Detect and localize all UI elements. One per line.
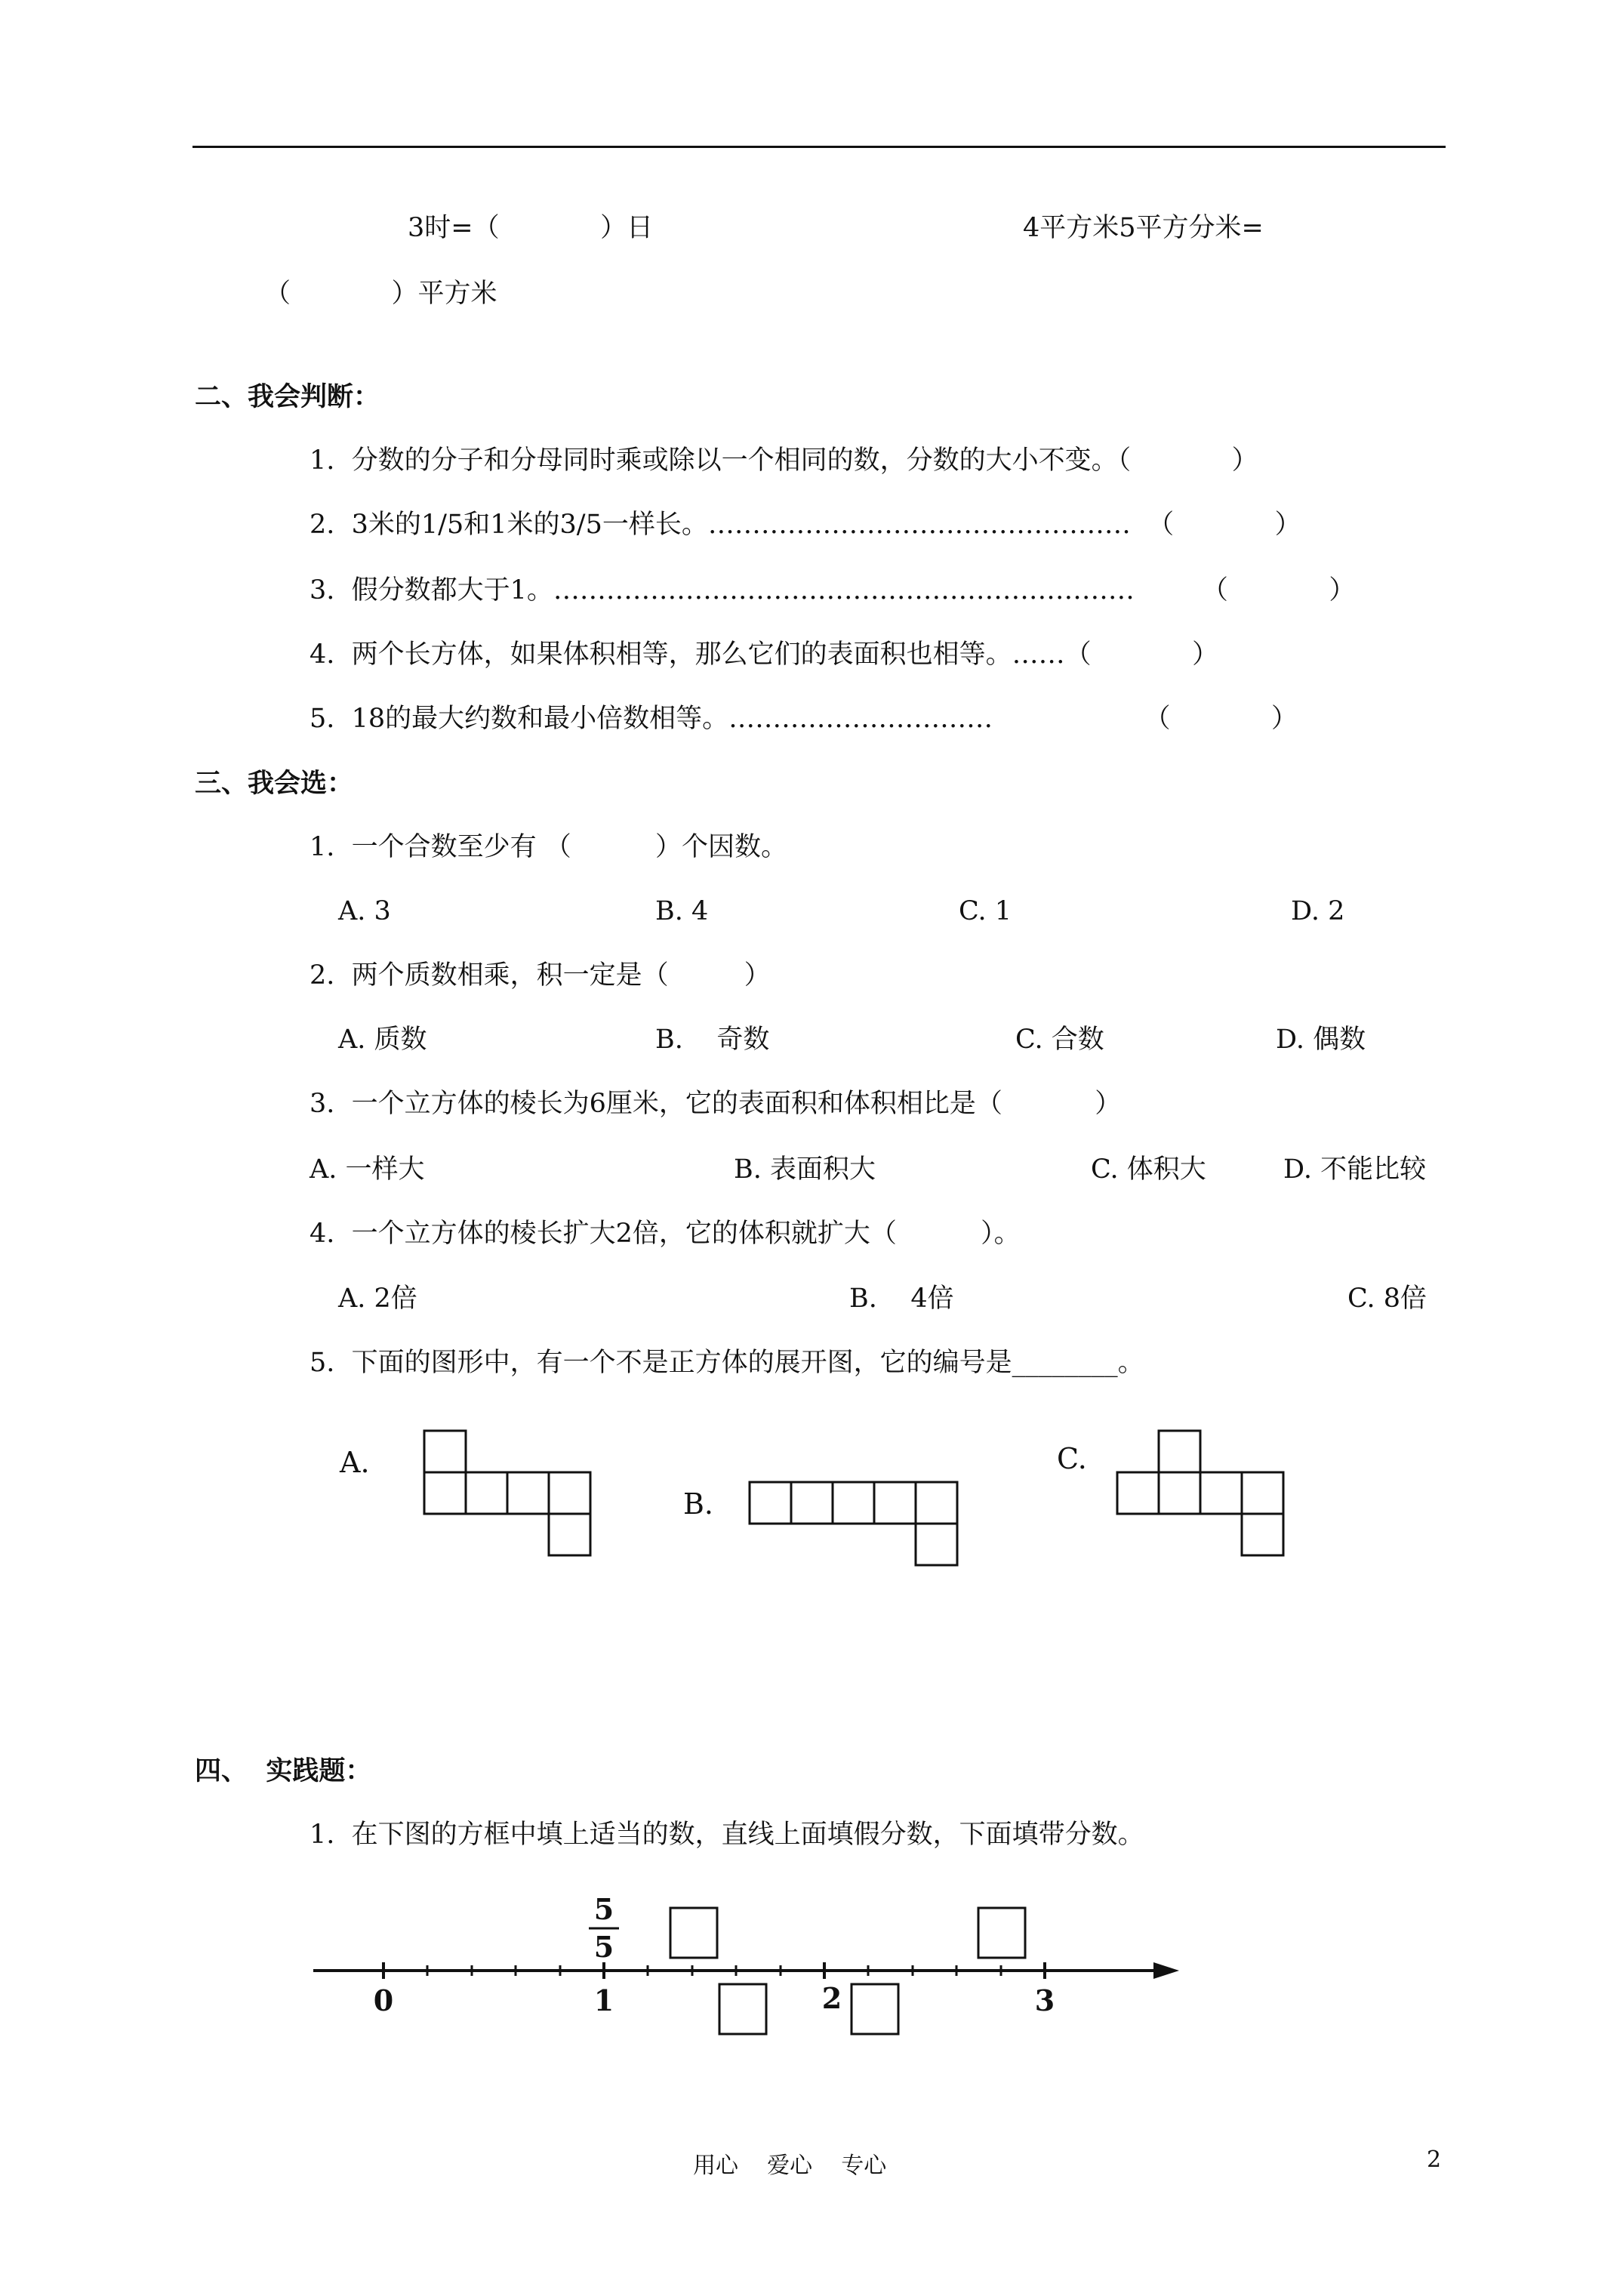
number-line-figure — [302, 1872, 1208, 2046]
choice-q3-option-b: B. 表面积大 — [734, 1154, 876, 1185]
fraction-numerator: 5 — [593, 1892, 614, 1926]
cube-net-b — [750, 1482, 957, 1565]
cube-nets-figure — [317, 1419, 1336, 1578]
tick-label-3: 3 — [1034, 1983, 1055, 2017]
answer-box-below-2[interactable] — [852, 1984, 898, 2034]
choice-q4-option-c: C. 8倍 — [1347, 1284, 1427, 1314]
section2-heading: 二、我会判断： — [195, 381, 380, 412]
intro-area-question: 4平方米5平方分米= — [1023, 213, 1264, 243]
answer-box-above-1[interactable] — [670, 1908, 717, 1958]
choice-q3-option-a: A. 一样大 — [310, 1154, 425, 1185]
choice-q1-option-b: B. 4 — [655, 896, 709, 926]
choice-q1-option-d: D. 2 — [1291, 896, 1345, 926]
choice-q2-option-b: B. 奇数 — [655, 1025, 770, 1055]
choice-q3-option-d: D. 不能比较 — [1283, 1154, 1427, 1185]
net-label-a: A. — [340, 1446, 370, 1479]
fraction-denominator: 5 — [593, 1930, 614, 1964]
net-label-b: B. — [683, 1487, 714, 1521]
answer-box-above-2[interactable] — [978, 1908, 1025, 1958]
choice-q2-stem: 2. 两个质数相乘，积一定是（ ） — [310, 960, 771, 991]
tick-label-0: 0 — [373, 1983, 394, 2017]
page-number: 2 — [1427, 2147, 1442, 2173]
choice-q3-stem: 3. 一个立方体的棱长为6厘米，它的表面积和体积相比是（ ） — [310, 1089, 1122, 1119]
header-rule — [192, 146, 1446, 148]
intro-area-answer: （ ）平方米 — [264, 279, 497, 309]
judge-item-1: 1. 分数的分子和分母同时乘或除以一个相同的数，分数的大小不变。（ ） — [310, 445, 1258, 476]
judge-item-4: 4. 两个长方体，如果体积相等，那么它们的表面积也相等。……（ ） — [310, 639, 1219, 670]
judge-item-5: 5. 18的最大约数和最小倍数相等。………………………… （ ） — [310, 704, 1298, 734]
cube-net-a — [424, 1431, 590, 1555]
choice-q2-option-d: D. 偶数 — [1276, 1025, 1366, 1055]
section3-heading: 三、我会选： — [195, 768, 354, 799]
choice-q1-stem: 1. 一个合数至少有 （ ）个因数。 — [310, 832, 788, 862]
tick-label-1: 1 — [593, 1983, 614, 2017]
choice-q1-option-c: C. 1 — [959, 896, 1012, 926]
judge-item-2: 2. 3米的1/5和1米的3/5一样长。………………………………………… （ ） — [310, 510, 1301, 540]
cube-net-c — [1117, 1431, 1283, 1555]
choice-q5-stem: 5. 下面的图形中，有一个不是正方体的展开图，它的编号是________。 — [310, 1348, 1144, 1378]
choice-q3-option-c: C. 体积大 — [1091, 1154, 1206, 1185]
choice-q4-option-a: A. 2倍 — [338, 1284, 417, 1314]
choice-q2-option-c: C. 合数 — [1015, 1025, 1104, 1055]
net-label-c: C. — [1057, 1442, 1087, 1475]
number-line-arrow — [1153, 1962, 1179, 1979]
practice-q1-stem: 1. 在下图的方框中填上适当的数，直线上面填假分数，下面填带分数。 — [310, 1820, 1144, 1850]
choice-q1-option-a: A. 3 — [338, 896, 391, 926]
choice-q4-option-b: B. 4倍 — [849, 1284, 954, 1314]
judge-item-3: 3. 假分数都大于1。………………………………………………………… （ ） — [310, 575, 1356, 606]
choice-q2-option-a: A. 质数 — [338, 1025, 427, 1055]
section4-heading: 四、 实践题： — [195, 1755, 372, 1786]
intro-hours-question: 3时=（ ）日 — [408, 213, 654, 243]
tick-label-2: 2 — [821, 1981, 842, 2015]
answer-box-below-1[interactable] — [719, 1984, 766, 2034]
footer-motto: 用心 爱心 专心 — [693, 2153, 887, 2179]
choice-q4-stem: 4. 一个立方体的棱长扩大2倍，它的体积就扩大（ ）。 — [310, 1219, 1021, 1249]
